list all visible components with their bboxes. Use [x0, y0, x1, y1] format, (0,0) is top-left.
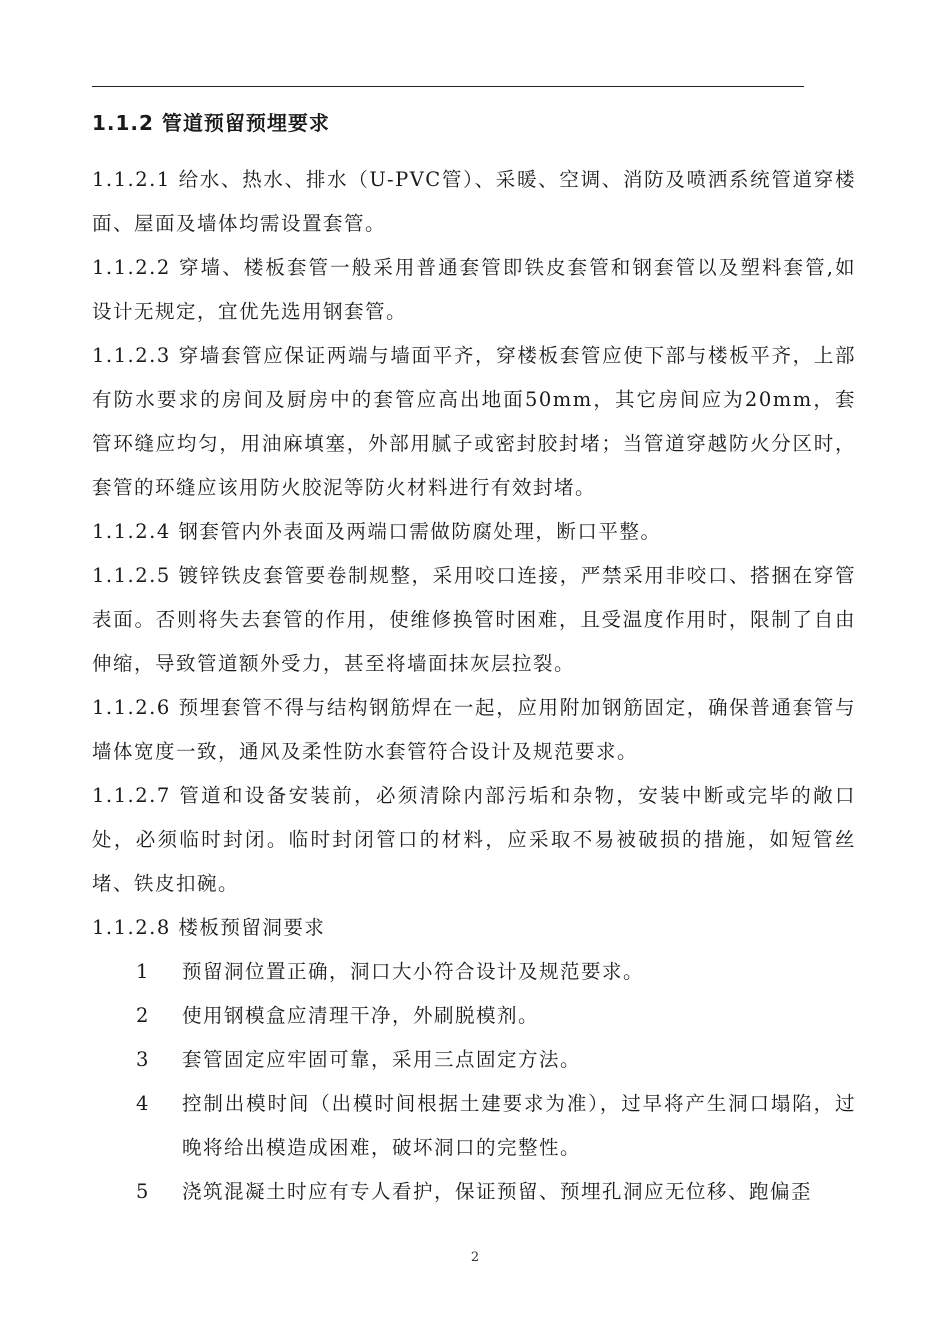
paragraph-1-1-2-8: 1.1.2.8 楼板预留洞要求 [92, 916, 326, 939]
paragraph-1-1-2-5: 1.1.2.5 镀锌铁皮套管要卷制规整，采用咬口连接，严禁采用非咬口、搭捆在穿管表面。否则将失去套管的作用，使维修换管时困难，且受温度作用时，限制了自由伸缩，导致管道额外受力，甚至将墙面抹灰层拉裂。 [92, 564, 856, 675]
list-item [92, 950, 856, 994]
list-item [92, 1082, 856, 1170]
list-item-text: 浇筑混凝土时应有专人看护，保证预留、预埋孔洞应无位移、跑偏歪 [182, 1180, 813, 1203]
list-item-number: 1 [136, 960, 150, 983]
section-heading: 1.1.2 管道预留预埋要求 [92, 111, 330, 135]
list-item-text: 套管固定应牢固可靠，采用三点固定方法。 [182, 1048, 582, 1071]
page-number: 2 [470, 1250, 480, 1265]
list-item [92, 1170, 856, 1214]
list-item-number: 3 [136, 1048, 150, 1071]
paragraph-1-1-2-7: 1.1.2.7 管道和设备安装前，必须清除内部污垢和杂物，安装中断或完毕的敞口处，必须临时封闭。临时封闭管口的材料，应采取不易被破损的措施，如短管丝堵、铁皮扣碗。 [92, 784, 856, 895]
paragraph-1-1-2-4: 1.1.2.4 钢套管内外表面及两端口需做防腐处理，断口平整。 [92, 520, 662, 543]
list-item-text: 预留洞位置正确，洞口大小符合设计及规范要求。 [182, 960, 645, 983]
paragraph-1-1-2-3: 1.1.2.3 穿墙套管应保证两端与墙面平齐，穿楼板套管应使下部与楼板平齐，上部有防水要求的房间及厨房中的套管应高出地面50mm，其它房间应为20mm，套管环缝应均匀，用油麻填塞，外部用腻子或密封胶封堵；当管道穿越防火分区时，套管的环缝应该用防火胶泥等防火材料进行有效封堵。 [92, 344, 856, 499]
paragraph-1-1-2-1: 1.1.2.1 给水、热水、排水（U-PVC管）、采暖、空调、消防及喷洒系统管道穿楼面、屋面及墙体均需设置套管。 [92, 168, 856, 235]
list-item [92, 994, 856, 1038]
list-item [92, 1038, 856, 1082]
list-item-number: 4 [136, 1092, 150, 1115]
document-body [92, 158, 856, 1214]
list-item-number: 2 [136, 1004, 150, 1027]
paragraph-1-1-2-6: 1.1.2.6 预埋套管不得与结构钢筋焊在一起，应用附加钢筋固定，确保普通套管与墙体宽度一致，通风及柔性防水套管符合设计及规范要求。 [92, 696, 856, 763]
paragraph-1-1-2-2: 1.1.2.2 穿墙、楼板套管一般采用普通套管即铁皮套管和钢套管以及塑料套管,如设计无规定，宜优先选用钢套管。 [92, 256, 856, 323]
header-rule [92, 86, 804, 87]
list-item-text: 使用钢模盒应清理干净，外刷脱模剂。 [182, 1004, 540, 1027]
list-item-text: 控制出模时间（出模时间根据土建要求为准），过早将产生洞口塌陷，过晚将给出模造成困难，破坏洞口的完整性。 [182, 1092, 856, 1159]
list-item-number: 5 [136, 1180, 150, 1203]
